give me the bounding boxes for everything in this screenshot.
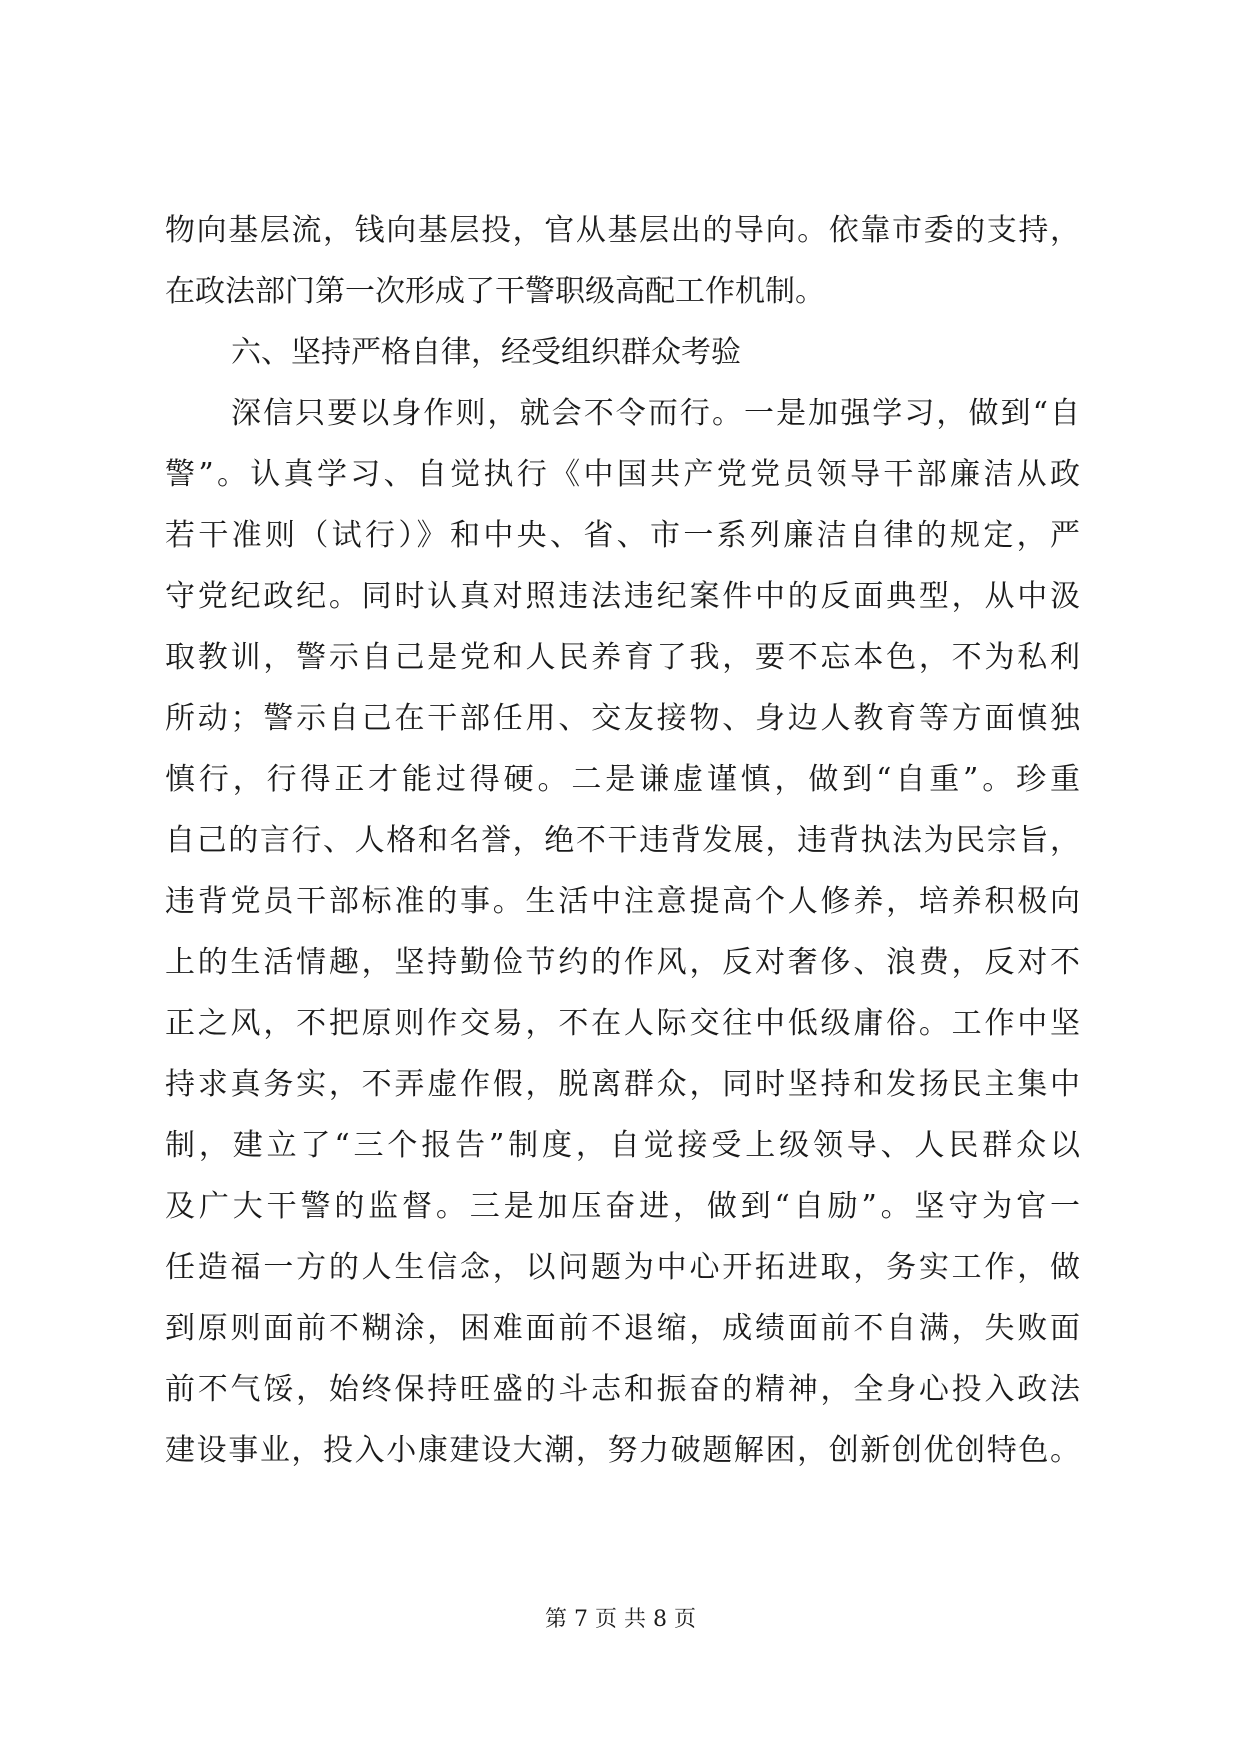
text-line: 任造福一方的人生信念，以问题为中心开拓进取，务实工作，做 (165, 1250, 1080, 1285)
text-line: 深信只要以身作则，就会不令而行。一是加强学习，做到“自 (231, 396, 1080, 431)
text-line: 前不气馁，始终保持旺盛的斗志和振奋的精神，全身心投入政法 (165, 1372, 1080, 1407)
text-line: 在政法部门第一次形成了干警职级高配工作机制。 (165, 274, 825, 309)
text-line: 违背党员干部标准的事。生活中注意提高个人修养，培养积极向 (165, 884, 1080, 919)
text-line: 制，建立了“三个报告”制度，自觉接受上级领导、人民群众以 (165, 1128, 1080, 1163)
section-heading: 六、坚持严格自律，经受组织群众考验 (231, 335, 741, 370)
text-line: 自己的言行、人格和名誉，绝不干违背发展，违背执法为民宗旨， (165, 823, 1080, 858)
text-line: 及广大干警的监督。三是加压奋进，做到“自励”。坚守为官一 (165, 1189, 1080, 1224)
body-text (165, 200, 1080, 1481)
text-line: 若干准则（试行）》和中央、省、市一系列廉洁自律的规定，严 (165, 518, 1080, 553)
text-line: 警”。认真学习、自觉执行《中国共产党党员领导干部廉洁从政 (165, 457, 1080, 492)
text-line: 守党纪政纪。同时认真对照违法违纪案件中的反面典型，从中汲 (165, 579, 1080, 614)
text-line: 取教训，警示自己是党和人民养育了我，要不忘本色，不为私利 (165, 640, 1080, 675)
text-line: 建设事业，投入小康建设大潮，努力破题解困，创新创优创特色。 (165, 1433, 1080, 1468)
text-line: 到原则面前不糊涂，困难面前不退缩，成绩面前不自满，失败面 (165, 1311, 1080, 1346)
text-line: 正之风，不把原则作交易，不在人际交往中低级庸俗。工作中坚 (165, 1006, 1080, 1041)
text-line: 上的生活情趣，坚持勤俭节约的作风，反对奢侈、浪费，反对不 (165, 945, 1080, 980)
text-line: 慎行，行得正才能过得硬。二是谦虚谨慎，做到“自重”。珍重 (165, 762, 1080, 797)
text-line: 所动；警示自己在干部任用、交友接物、身边人教育等方面慎独 (165, 701, 1080, 736)
page-number-footer: 第 7 页 共 8 页 (545, 1607, 696, 1632)
text-line: 物向基层流，钱向基层投，官从基层出的导向。依靠市委的支持， (165, 213, 1080, 248)
text-line: 持求真务实，不弄虚作假，脱离群众，同时坚持和发扬民主集中 (165, 1067, 1080, 1102)
